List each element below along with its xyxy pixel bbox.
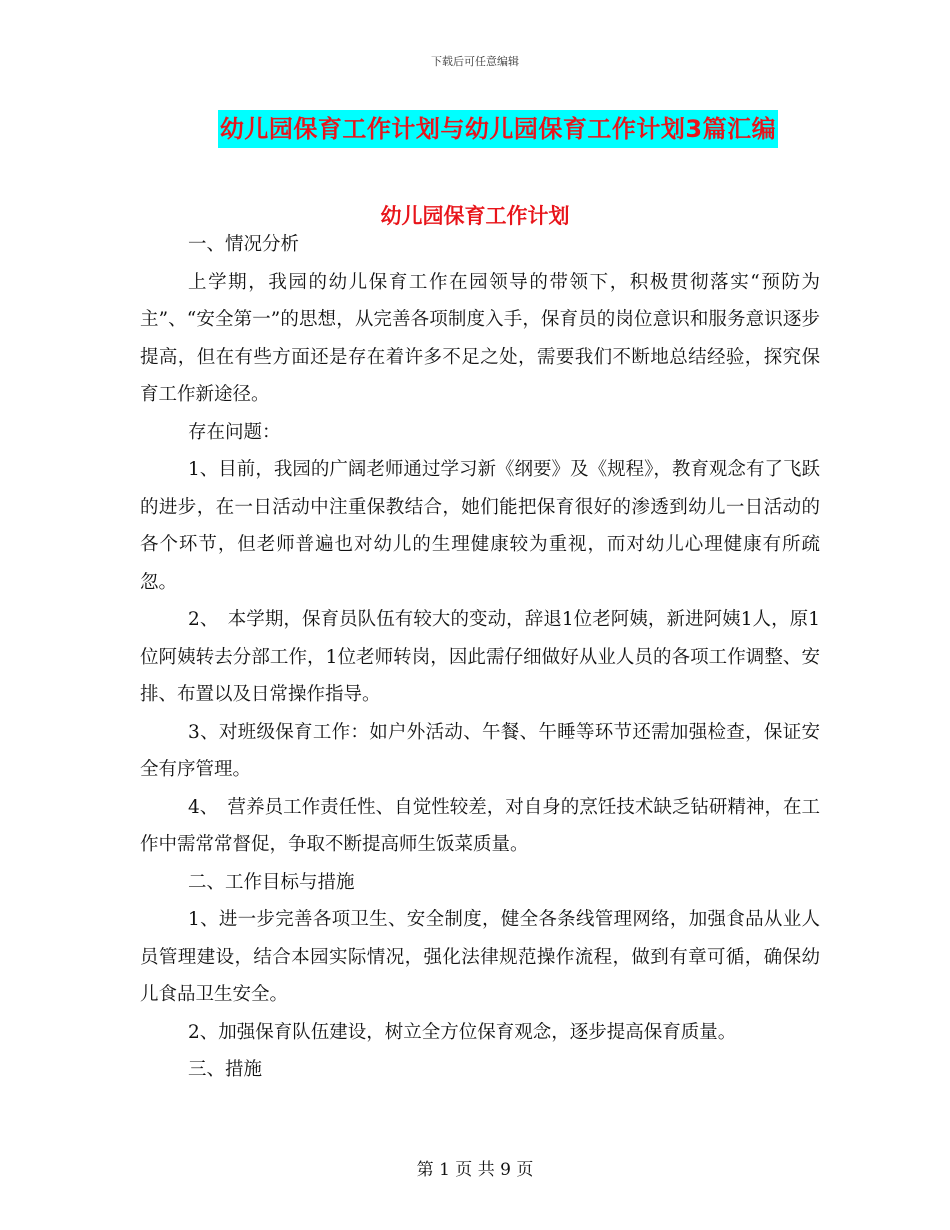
- document-body: [140, 226, 820, 1089]
- page-footer: 第 1 页 共 9 页: [416, 1160, 534, 1180]
- paragraph: 1、进一步完善各项卫生、安全制度，健全各条线管理网络，加强食品从业人员管理建设，结合本园实际情况，强化法律规范操作流程，做到有章可循，确保幼儿食品卫生安全。: [140, 909, 820, 1005]
- heading-goals-measures: 二、工作目标与措施: [188, 871, 355, 893]
- header-note: 下载后可任意编辑: [431, 55, 519, 68]
- paragraph: 2、 本学期，保育员队伍有较大的变动，辞退1位老阿姨，新进阿姨1人，原1位阿姨转去分部工作，1位老师转岗，因此需仔细做好从业人员的各项工作调整、安排、布置以及日常操作指导。: [140, 609, 820, 705]
- main-title: 幼儿园保育工作计划与幼儿园保育工作计划3篇汇编: [218, 110, 778, 148]
- paragraph: 1、目前，我园的广阔老师通过学习新《纲要》及《规程》，教育观念有了飞跃的进步，在一日活动中注重保教结合，她们能把保育很好的渗透到幼儿一日活动的各个环节，但老师普遍也对幼儿的生理健康较为重视，而对幼儿心理健康有所疏忽。: [140, 459, 820, 593]
- heading-existing-problems: 存在问题：: [188, 421, 281, 443]
- heading-situation-analysis: 一、情况分析: [188, 234, 300, 255]
- paragraph: 4、 营养员工作责任性、自觉性较差，对自身的烹饪技术缺乏钻研精神，在工作中需常常督促，争取不断提高师生饭菜质量。: [140, 796, 820, 855]
- section-title: 幼儿园保育工作计划: [380, 204, 570, 228]
- paragraph: 2、加强保育队伍建设，树立全方位保育观念，逐步提高保育质量。: [188, 1021, 737, 1043]
- heading-measures: 三、措施: [188, 1059, 263, 1080]
- main-title-container: [0, 110, 950, 148]
- paragraph: 上学期，我园的幼儿保育工作在园领导的带领下，积极贯彻落实“预防为主”、“安全第一”的思想，从完善各项制度入手，保育员的岗位意识和服务意识逐步提高，但在有些方面还是存在着许多不足之处，需要我们不断地总结经验，探究保育工作新途径。: [140, 271, 820, 405]
- paragraph: 3、对班级保育工作：如户外活动、午餐、午睡等环节还需加强检查，保证安全有序管理。: [140, 721, 820, 780]
